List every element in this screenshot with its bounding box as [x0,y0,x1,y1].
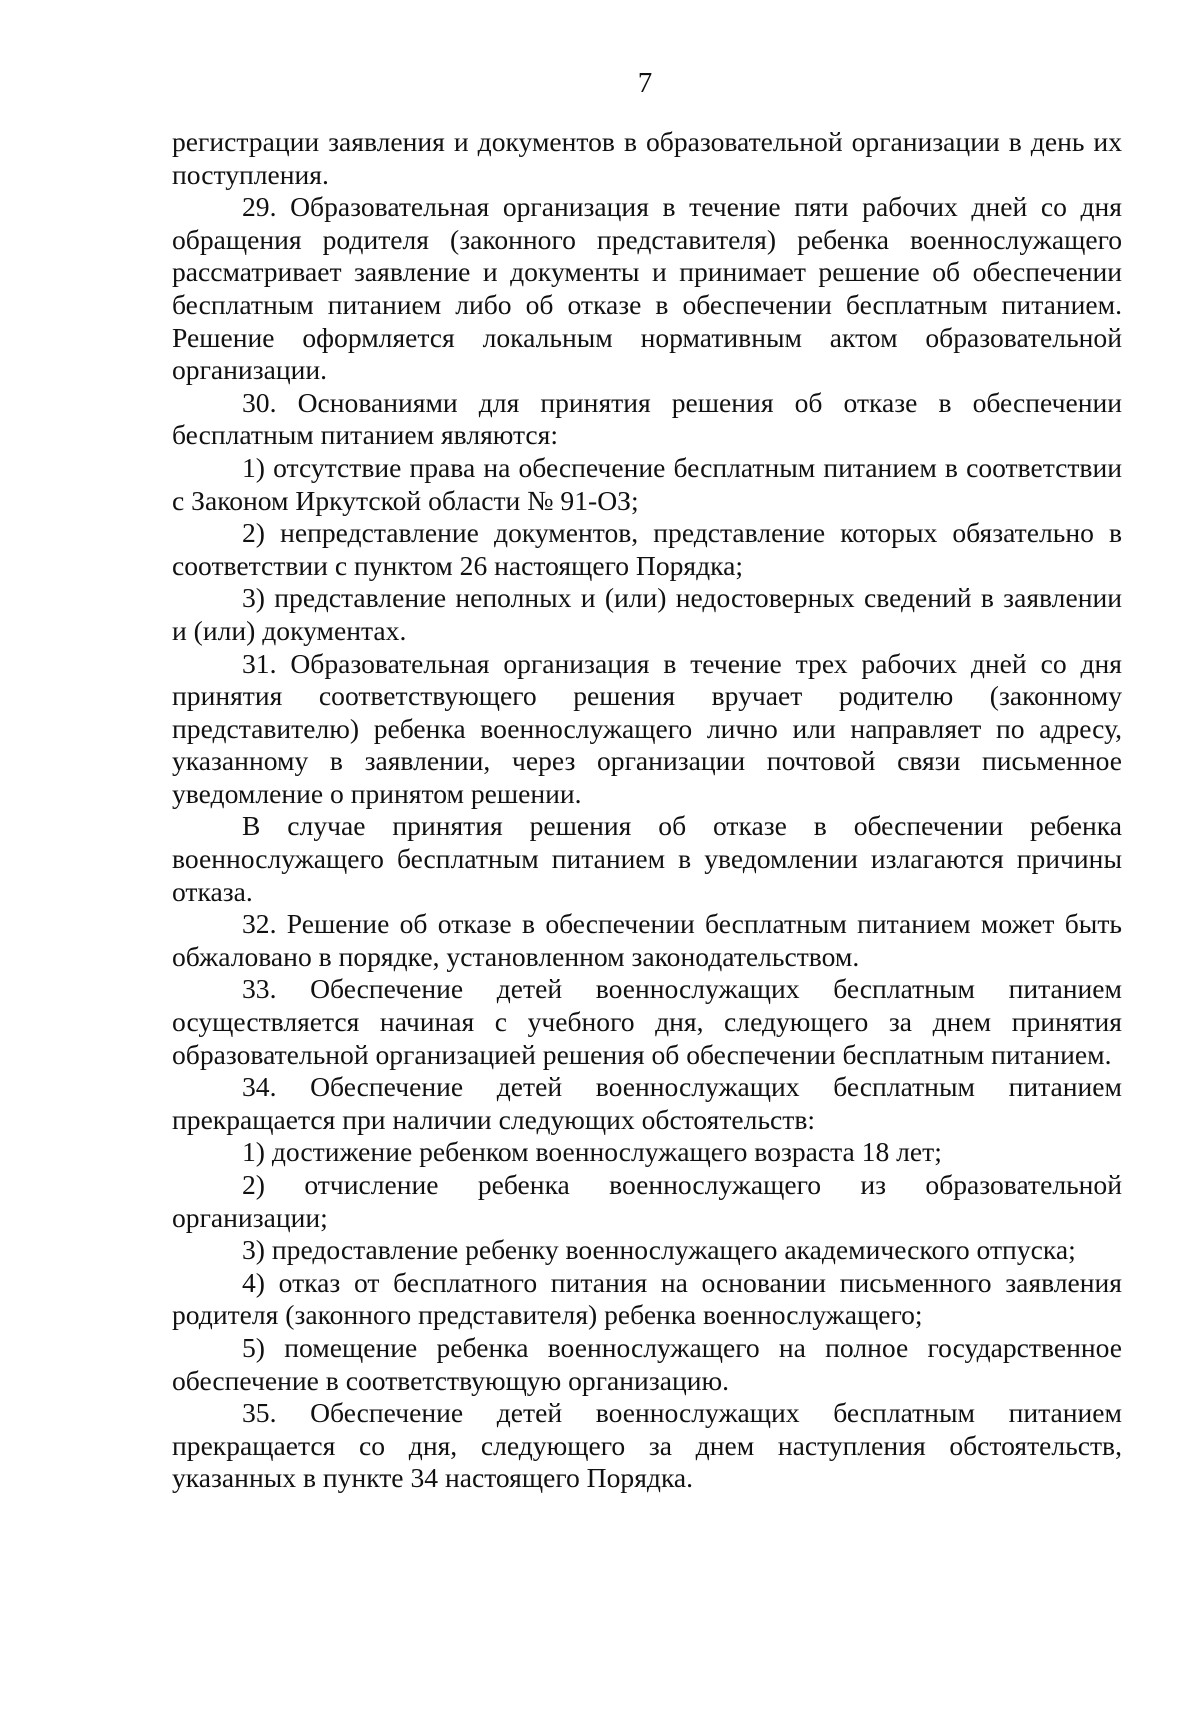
document-body [172,126,1122,1495]
page-number: 7 [637,67,653,99]
paragraph-item-34-sub-1: 1) достижение ребенком военнослужащего возраста 18 лет; [242,1136,942,1168]
paragraph-item-34: 34. Обеспечение детей военнослужащих бесплатным питанием прекращается при наличии следующих обстоятельств: [172,1071,1122,1135]
paragraph-item-30: 30. Основаниями для принятия решения об отказе в обеспечении бесплатным питанием являются: [172,386,1122,451]
paragraph-item-32: 32. Решение об отказе в обеспечении бесплатным питанием может быть обжаловано в порядке, установленном законодательством. [172,908,1122,972]
paragraph-item-30-sub-2: 2) непредставление документов, представление которых обязательно в соответствии с пунктом 26 настоящего Порядка; [172,517,1122,581]
paragraph-item-35: 35. Обеспечение детей военнослужащих бесплатным питанием прекращается со дня, следующего за днем наступления обстоятельств, указанных в пункте 34 настоящего Порядка. [172,1397,1122,1494]
paragraph-item-31: 31. Образовательная организация в течение трех рабочих дней со дня принятия соответствующего решения вручает родителю (законному представителю) ребенка военнослужащего лично или направляет по адресу, указанному в заявлении, через организации почтовой связи письменное уведомление о принятом решении. [172,647,1122,809]
paragraph-item-30-sub-1: 1) отсутствие права на обеспечение бесплатным питанием в соответствии с Законом Иркутской области № 91-ОЗ; [172,451,1122,516]
paragraph-registration-continuation: регистрации заявления и документов в образовательной организации в день их поступления. [172,126,1122,190]
paragraph-item-34-sub-2: 2) отчисление ребенка военнослужащего из образовательной организации; [172,1169,1122,1233]
paragraph-item-33: 33. Обеспечение детей военнослужащих бесплатным питанием осуществляется начиная с учебного дня, следующего за днем принятия образовательной организацией решения об обеспечении бесплатным питанием. [172,973,1122,1070]
paragraph-item-30-sub-3: 3) представление неполных и (или) недостоверных сведений в заявлении и (или) документах. [172,582,1122,646]
paragraph-item-34-sub-4: 4) отказ от бесплатного питания на основании письменного заявления родителя (законного представителя) ребенка военнослужащего; [172,1266,1122,1331]
paragraph-item-34-sub-3: 3) предоставление ребенку военнослужащего академического отпуска; [242,1234,1076,1266]
paragraph-item-31-refusal: В случае принятия решения об отказе в обеспечении ребенка военнослужащего бесплатным питанием в уведомлении излагаются причины отказа. [172,810,1122,907]
paragraph-item-34-sub-5: 5) помещение ребенка военнослужащего на полное государственное обеспечение в соответствующую организацию. [172,1331,1122,1396]
paragraph-item-29: 29. Образовательная организация в течение пяти рабочих дней со дня обращения родителя (законного представителя) ребенка военнослужащего рассматривает заявление и документы и принимает решение об обеспечении бесплатным питанием либо об отказе в обеспечении бесплатным питанием. Решение оформляется локальным нормативным актом образовательной организации. [172,191,1122,386]
